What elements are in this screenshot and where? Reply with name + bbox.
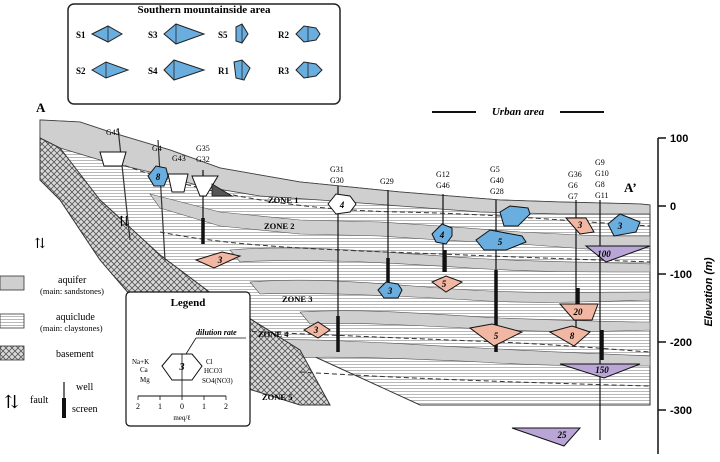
well-label-g32: G32	[196, 155, 210, 164]
aquiclude-swatch	[0, 314, 24, 328]
well-label-g8: G8	[595, 180, 605, 189]
well-label-g43: G43	[172, 154, 186, 163]
legend-title: Legend	[170, 297, 206, 309]
well-label-g46: G46	[436, 181, 450, 190]
axis-tick-100: 100	[670, 133, 689, 145]
dilution-g10: 100	[597, 249, 611, 259]
legend-dilution-value: 3	[179, 362, 185, 373]
legend-nak: Na+K	[132, 358, 150, 366]
stiff-legend-box	[126, 292, 250, 426]
dilution-g8: 150	[595, 365, 609, 375]
aquifer-label: aquifer	[58, 275, 87, 286]
label-s3: S3	[148, 30, 158, 40]
axis-tick-0: 0	[670, 201, 677, 213]
scale-tick-3: 1	[202, 402, 206, 411]
stiff-g11	[512, 428, 580, 446]
well-label-g12: G12	[436, 170, 450, 179]
label-s4: S4	[148, 66, 158, 76]
zone-5-label: ZONE 5	[262, 392, 293, 402]
fault-arrows-mid: ⇅	[118, 215, 130, 230]
dilution-g28: 5	[493, 331, 499, 341]
dilution-g6: 8	[569, 331, 575, 341]
fault-legend-icon: ⇅	[4, 392, 20, 412]
dilution-g31: 4	[339, 200, 345, 210]
aquiclude-label: aquiclude	[56, 312, 95, 323]
zone-4-label: ZONE 4	[258, 329, 289, 339]
label-r2: R2	[278, 30, 289, 40]
zone-3-label: ZONE 3	[282, 294, 313, 304]
dilution-g35: 3	[217, 255, 223, 265]
axis-tick-minus200: -200	[670, 337, 693, 349]
well-label-g30: G30	[330, 176, 344, 185]
well-label-g7: G7	[568, 192, 578, 201]
aquiclude-sublabel: (main: claystones)	[40, 323, 103, 333]
scale-tick-1: 1	[158, 402, 162, 411]
zone-1-label: ZONE 1	[268, 195, 299, 205]
well-legend-label: well	[76, 382, 94, 393]
dilution-g7: 3	[577, 220, 583, 230]
fault-legend-label: fault	[30, 395, 49, 406]
dilution-g46: 5	[441, 279, 447, 289]
section-end-label: A’	[624, 180, 637, 195]
fault-arrows-left: ⇅	[34, 237, 46, 252]
scale-tick-2: 0	[180, 402, 184, 411]
label-r1: R1	[218, 66, 229, 76]
well-label-g28: G28	[490, 187, 504, 196]
scale-tick-4: 2	[224, 402, 228, 411]
well-label-g31: G31	[330, 165, 344, 174]
dilution-g11: 25	[557, 430, 567, 440]
label-s2: S2	[76, 66, 86, 76]
stiff-g43	[168, 174, 188, 192]
dilution-g5: 5	[497, 237, 503, 247]
label-s5: S5	[218, 30, 228, 40]
aquifer-swatch	[0, 276, 24, 290]
label-s1: S1	[76, 30, 86, 40]
dilution-g36: 20	[573, 307, 583, 317]
dilution-g12: 4	[439, 230, 445, 240]
elevation-axis	[658, 133, 715, 454]
basement-swatch	[0, 346, 24, 360]
dilution-g29: 3	[387, 286, 393, 296]
well-label-g10: G10	[595, 169, 609, 178]
well-label-g6: G6	[568, 181, 578, 190]
material-legend	[0, 275, 104, 418]
label-r3: R3	[278, 66, 289, 76]
southern-mountainside-box	[68, 4, 340, 104]
scale-tick-0: 2	[136, 402, 140, 411]
stiff-g45	[100, 152, 126, 166]
legend-unit: meq/ℓ	[173, 414, 191, 422]
section-start-label: A	[36, 100, 46, 115]
legend-ca: Ca	[140, 366, 148, 374]
dilution-g30: 3	[313, 325, 319, 335]
axis-tick-minus300: -300	[670, 405, 693, 417]
southern-box-title: Southern mountainside area	[137, 4, 271, 16]
well-label-g35: G35	[196, 144, 210, 153]
legend-mg: Mg	[140, 376, 150, 384]
axis-tick-minus100: -100	[670, 269, 693, 281]
well-label-g4: G4	[152, 144, 162, 153]
well-label-g5: G5	[490, 165, 500, 174]
zone-2-label: ZONE 2	[264, 221, 295, 231]
well-label-g9: G9	[595, 158, 605, 167]
well-label-g40: G40	[490, 176, 504, 185]
well-label-g36: G36	[568, 170, 582, 179]
legend-so4: SO4(NO3)	[202, 377, 233, 385]
well-label-g29: G29	[380, 177, 394, 186]
basement-label: basement	[56, 349, 94, 360]
aquifer-sublabel: (main: sandstones)	[40, 286, 104, 296]
dilution-g9: 3	[617, 221, 623, 231]
axis-title: Elevation (m)	[703, 257, 715, 327]
well-label-g11: G11	[595, 191, 609, 200]
screen-legend-label: screen	[72, 404, 98, 415]
legend-hco3: HCO3	[204, 367, 223, 375]
dilution-rate-label: dilution rate	[196, 328, 237, 337]
dilution-g4: 8	[155, 172, 161, 182]
urban-area-label: Urban area	[491, 106, 545, 118]
well-label-g45: G45	[106, 128, 120, 137]
legend-cl: Cl	[206, 358, 213, 366]
